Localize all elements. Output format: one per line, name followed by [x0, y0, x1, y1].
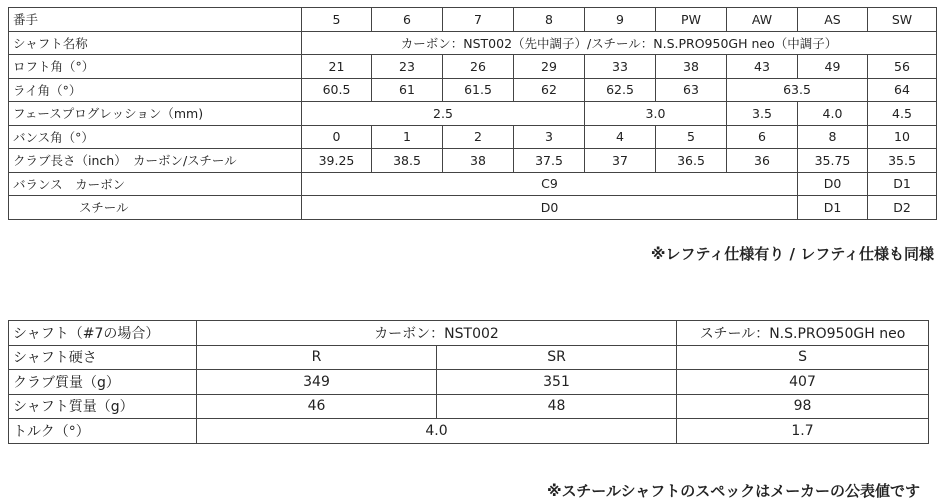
shaft-name-value: カーボン：NST002（先中調子）/スチール：N.S.PRO950GH neo（中調子）	[302, 31, 937, 55]
row-loft	[9, 55, 937, 79]
shaft-header-label: シャフト（#7の場合）	[9, 321, 197, 346]
lie-cell: 60.5	[302, 78, 372, 102]
lie-cell: 61	[372, 78, 443, 102]
club-6: 6	[372, 8, 443, 32]
flex-label: シャフト硬さ	[9, 345, 197, 370]
lie-cell: 63.5	[727, 78, 868, 102]
club-weight-cell: 351	[437, 370, 677, 395]
carbon-header: カーボン：NST002	[197, 321, 677, 346]
length-cell: 35.5	[868, 149, 937, 173]
fp-cell: 3.5	[727, 102, 798, 126]
row-shaft-weight	[9, 394, 929, 419]
club-pw: PW	[656, 8, 727, 32]
bounce-cell: 2	[443, 125, 514, 149]
balance-steel-cell: D1	[798, 196, 868, 220]
shaft-weight-cell: 48	[437, 394, 677, 419]
club-spec-table	[8, 7, 937, 220]
row-club-number	[9, 8, 937, 32]
loft-cell: 56	[868, 55, 937, 79]
shaft-weight-cell: 98	[677, 394, 929, 419]
fp-cell: 4.0	[798, 102, 868, 126]
club-5: 5	[302, 8, 372, 32]
length-cell: 35.75	[798, 149, 868, 173]
balance-steel-cell: D2	[868, 196, 937, 220]
bounce-label: バンス角（°）	[9, 125, 302, 149]
shaft-name-label: シャフト名称	[9, 31, 302, 55]
torque-cell: 1.7	[677, 419, 929, 444]
fp-cell: 3.0	[585, 102, 727, 126]
shaft-spec-table	[8, 320, 929, 444]
lie-cell: 61.5	[443, 78, 514, 102]
shaft-weight-cell: 46	[197, 394, 437, 419]
bounce-cell: 0	[302, 125, 372, 149]
length-cell: 36	[727, 149, 798, 173]
bounce-cell: 4	[585, 125, 656, 149]
row-balance-steel	[9, 196, 937, 220]
length-cell: 37	[585, 149, 656, 173]
row-face-progression	[9, 102, 937, 126]
torque-label: トルク（°）	[9, 419, 197, 444]
fp-cell: 4.5	[868, 102, 937, 126]
bounce-cell: 8	[798, 125, 868, 149]
bounce-cell: 6	[727, 125, 798, 149]
row-lie	[9, 78, 937, 102]
balance-carbon-cell: D1	[868, 172, 937, 196]
length-label: クラブ長さ（inch） カーボン/スチール	[9, 149, 302, 173]
steel-header: スチール：N.S.PRO950GH neo	[677, 321, 929, 346]
length-cell: 39.25	[302, 149, 372, 173]
bounce-cell: 3	[514, 125, 585, 149]
row-length	[9, 149, 937, 173]
club-9: 9	[585, 8, 656, 32]
bounce-cell: 5	[656, 125, 727, 149]
lie-cell: 63	[656, 78, 727, 102]
row-flex	[9, 345, 929, 370]
fp-cell: 2.5	[302, 102, 585, 126]
loft-cell: 26	[443, 55, 514, 79]
row-shaft-header	[9, 321, 929, 346]
bounce-cell: 10	[868, 125, 937, 149]
row-balance-carbon	[9, 172, 937, 196]
balance-steel-cell: D0	[302, 196, 798, 220]
shaft-weight-label: シャフト質量（g）	[9, 394, 197, 419]
club-as: AS	[798, 8, 868, 32]
row-bounce	[9, 125, 937, 149]
club-sw: SW	[868, 8, 937, 32]
fp-label: フェースプログレッション（mm)	[9, 102, 302, 126]
length-cell: 38	[443, 149, 514, 173]
club-number-label: 番手	[9, 8, 302, 32]
balance-steel-label: スチール	[9, 196, 302, 220]
lie-cell: 64	[868, 78, 937, 102]
loft-cell: 23	[372, 55, 443, 79]
club-weight-label: クラブ質量（g）	[9, 370, 197, 395]
club-7: 7	[443, 8, 514, 32]
loft-cell: 21	[302, 55, 372, 79]
flex-cell: SR	[437, 345, 677, 370]
loft-cell: 33	[585, 55, 656, 79]
length-cell: 37.5	[514, 149, 585, 173]
row-torque	[9, 419, 929, 444]
loft-cell: 29	[514, 55, 585, 79]
balance-carbon-cell: D0	[798, 172, 868, 196]
balance-carbon-label: バランス カーボン	[9, 172, 302, 196]
loft-label: ロフト角（°）	[9, 55, 302, 79]
length-cell: 36.5	[656, 149, 727, 173]
torque-cell: 4.0	[197, 419, 677, 444]
length-cell: 38.5	[372, 149, 443, 173]
lie-label: ライ角（°）	[9, 78, 302, 102]
flex-cell: S	[677, 345, 929, 370]
club-aw: AW	[727, 8, 798, 32]
row-shaft-name	[9, 31, 937, 55]
loft-cell: 43	[727, 55, 798, 79]
balance-carbon-cell: C9	[302, 172, 798, 196]
loft-cell: 49	[798, 55, 868, 79]
steel-shaft-note: ※スチールシャフトのスペックはメーカーの公表値です	[546, 482, 920, 500]
bounce-cell: 1	[372, 125, 443, 149]
club-weight-cell: 407	[677, 370, 929, 395]
lefty-note: ※レフティ仕様有り / レフティ仕様も同様	[650, 245, 934, 263]
club-8: 8	[514, 8, 585, 32]
row-club-weight	[9, 370, 929, 395]
lie-cell: 62	[514, 78, 585, 102]
lie-cell: 62.5	[585, 78, 656, 102]
club-weight-cell: 349	[197, 370, 437, 395]
flex-cell: R	[197, 345, 437, 370]
loft-cell: 38	[656, 55, 727, 79]
